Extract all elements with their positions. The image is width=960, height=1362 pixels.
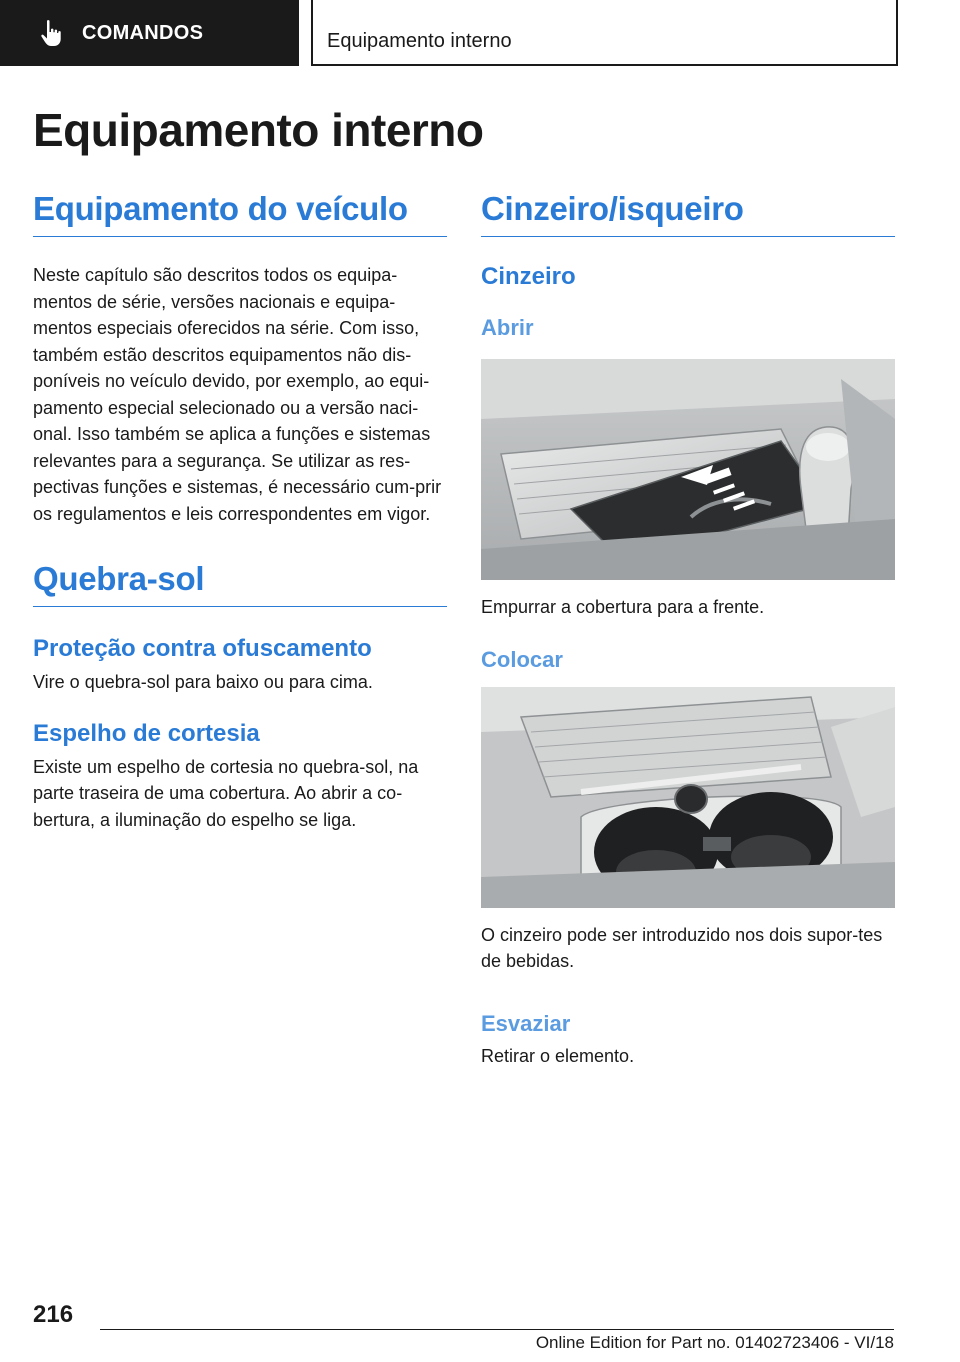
empty-heading: Esvaziar [481,1010,571,1036]
ashtray-open-illustration [481,359,895,580]
page-title: Equipamento interno [33,104,484,156]
ashtray-lighter-heading: Cinzeiro/isqueiro [481,190,895,237]
ashtray-heading: Cinzeiro [481,263,576,290]
left-column [33,190,447,833]
vanity-mirror-text: Existe um espelho de cortesia no quebra-sol, na parte traseira de uma cobertura. Ao abrir a co-bertura, a iluminação do espelho se liga. [33,756,419,830]
ashtray-cupholder-illustration [481,687,895,908]
breadcrumb-box [311,0,898,66]
glare-protection-text: Vire o quebra-sol para baixo ou para cima. [33,672,373,692]
section-tab[interactable] [0,0,299,66]
right-column [481,190,895,1069]
vanity-mirror-heading: Espelho de cortesia [33,719,260,747]
empty-text: Retirar o elemento. [481,1045,635,1066]
insert-caption: O cinzeiro pode ser introduzido nos dois supor-tes de bebidas. [481,924,883,971]
open-caption: Empurrar a cobertura para a frente. [481,597,765,617]
open-heading: Abrir [481,315,534,340]
page-number: 216 [33,1301,74,1328]
insert-heading: Colocar [481,646,563,672]
vehicle-equipment-text: Neste capítulo são descritos todos os equipa-mentos de série, versões nacionais e equipa-mentos especiais oferecidos na série. Com isso, também estão descritos equipamentos não dis-poníveis no veículo devido, por exemplo, ao equi-pamento especial selecionado ou a versão naci-onal. Isso também se aplica a funções e sistemas relevantes para a segurança. Se utilizar as res-pectivas funções e sistemas, é necessário cum-prir os regulamentos e leis correspondentes em vigor. [33,265,442,524]
footer-divider [100,1329,894,1330]
sun-visor-heading: Quebra-sol [33,560,447,607]
glare-protection-heading: Proteção contra ofuscamento [33,635,372,662]
vehicle-equipment-heading: Equipamento do veículo [33,190,447,237]
breadcrumb: Equipamento interno [327,30,512,52]
section-label: COMANDOS [82,21,204,44]
edition-note: Online Edition for Part no. 01402723406 - VI/18 [535,1333,894,1352]
hand-pointer-icon [40,19,64,47]
